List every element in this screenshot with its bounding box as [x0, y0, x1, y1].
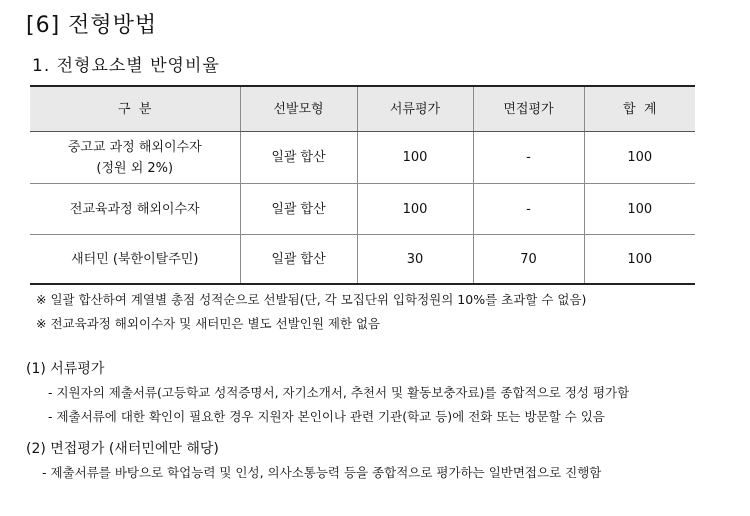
section-title: [6] 전형방법	[26, 13, 158, 38]
header-model: 선발모형	[240, 86, 357, 132]
table-header-row	[30, 86, 695, 132]
doc-eval-item: - 지원자의 제출서류(고등학교 성적증명서, 자기소개서, 추천서 및 활동보충자료)를 종합적으로 정성 평가함	[48, 385, 630, 400]
interview-score-cell: 70	[473, 235, 584, 285]
doc-eval-item: - 제출서류에 대한 확인이 필요한 경우 지원자 본인이나 관련 기관(학교 등)에 전화 또는 방문할 수 있음	[48, 409, 605, 424]
category-subtext: (정원 외 2%)	[96, 160, 174, 176]
interview-score-cell: -	[473, 184, 584, 235]
header-category: 구 분	[30, 86, 240, 132]
interview-eval-item: - 제출서류를 바탕으로 학업능력 및 인성, 의사소통능력 등을 종합적으로 평가하는 일반면접으로 진행함	[42, 465, 602, 480]
doc-score-cell: 100	[357, 132, 473, 184]
interview-score-cell: -	[473, 132, 584, 184]
table-row	[30, 184, 695, 235]
category-text: 중고교 과정 해외이수자	[67, 139, 202, 155]
header-interview-eval: 면접평가	[473, 86, 584, 132]
total-cell: 100	[584, 184, 695, 235]
doc-eval-title: (1) 서류평가	[26, 361, 105, 377]
model-cell: 일괄 합산	[240, 132, 357, 184]
category-cell: 새터민 (북한이탈주민)	[30, 235, 240, 285]
category-cell	[30, 132, 240, 184]
ratio-table	[30, 85, 695, 285]
table-row	[30, 132, 695, 184]
doc-score-cell: 100	[357, 184, 473, 235]
header-doc-eval: 서류평가	[357, 86, 473, 132]
total-cell: 100	[584, 132, 695, 184]
model-cell: 일괄 합산	[240, 184, 357, 235]
subsection-title: 1. 전형요소별 반영비율	[32, 56, 220, 76]
doc-score-cell: 30	[357, 235, 473, 285]
total-cell: 100	[584, 235, 695, 285]
table-row	[30, 235, 695, 285]
interview-eval-title: (2) 면접평가 (새터민에만 해당)	[26, 441, 219, 457]
header-total: 합 계	[584, 86, 695, 132]
category-cell: 전교육과정 해외이수자	[30, 184, 240, 235]
note-selection: ※ 일괄 합산하여 계열별 총점 성적순으로 선발됨(단, 각 모집단위 입학정원의 10%를 초과할 수 없음)	[36, 292, 587, 307]
model-cell: 일괄 합산	[240, 235, 357, 285]
note-no-limit: ※ 전교육과정 해외이수자 및 새터민은 별도 선발인원 제한 없음	[36, 316, 381, 331]
